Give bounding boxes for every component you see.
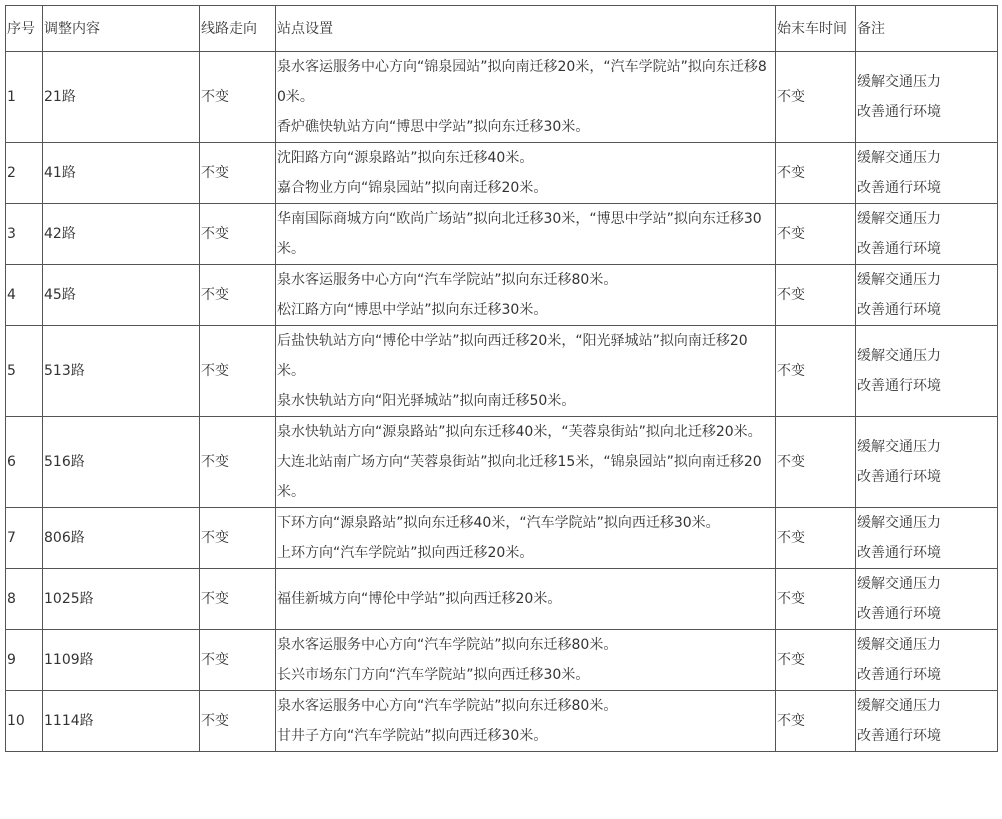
table-header: [6, 6, 998, 52]
row-number: 10: [6, 691, 43, 752]
remark-line: 改善通行环境: [857, 378, 941, 394]
station-settings: [276, 143, 776, 204]
station-settings: [276, 326, 776, 417]
station-settings: [276, 204, 776, 265]
station-adjustment-line: 下环方向“源泉路站”拟向东迁移40米，“汽车学院站”拟向西迁移30米。: [277, 515, 720, 531]
remark-line: 缓解交通压力: [857, 637, 941, 653]
table-row: [6, 417, 998, 508]
station-adjustment-line: 泉水快轨站方向“阳光驿城站”拟向南迁移50米。: [277, 393, 576, 409]
route-name: 42路: [43, 204, 200, 265]
remark-line: 改善通行环境: [857, 469, 941, 485]
service-time: 不变: [776, 508, 856, 569]
remarks: [856, 569, 998, 630]
station-settings: [276, 265, 776, 326]
remark-line: 缓解交通压力: [857, 211, 941, 227]
station-adjustment-line: 泉水客运服务中心方向“汽车学院站”拟向东迁移80米。: [277, 637, 618, 653]
remark-line: 改善通行环境: [857, 728, 941, 744]
route-direction: 不变: [200, 630, 276, 691]
service-time: 不变: [776, 204, 856, 265]
route-name: 1025路: [43, 569, 200, 630]
station-settings: [276, 417, 776, 508]
route-direction: 不变: [200, 265, 276, 326]
station-settings: [276, 691, 776, 752]
remarks: [856, 265, 998, 326]
station-adjustment-line: 甘井子方向“汽车学院站”拟向西迁移30米。: [277, 728, 548, 744]
route-name: 21路: [43, 52, 200, 143]
station-adjustment-line: 香炉礁快轨站方向“博思中学站”拟向东迁移30米。: [277, 119, 590, 135]
remark-line: 改善通行环境: [857, 545, 941, 561]
remark-line: 缓解交通压力: [857, 74, 941, 90]
station-adjustment-line: 泉水快轨站方向“源泉路站”拟向东迁移40米，“芙蓉泉街站”拟向北迁移20米。: [277, 424, 762, 440]
station-adjustment-line: 华南国际商城方向“欧尚广场站”拟向北迁移30米，“博思中学站”拟向东迁移30米。: [277, 211, 762, 257]
route-name: 45路: [43, 265, 200, 326]
header-stations: 站点设置: [276, 6, 776, 52]
route-name: 516路: [43, 417, 200, 508]
route-direction: 不变: [200, 52, 276, 143]
station-adjustment-line: 沈阳路方向“源泉路站”拟向东迁移40米。: [277, 150, 534, 166]
remark-line: 改善通行环境: [857, 180, 941, 196]
remarks: [856, 630, 998, 691]
route-adjustment-table: [5, 5, 998, 752]
table-row: [6, 204, 998, 265]
station-adjustment-line: 福佳新城方向“博伦中学站”拟向西迁移20米。: [277, 591, 562, 607]
row-number: 8: [6, 569, 43, 630]
header-direction: 线路走向: [200, 6, 276, 52]
station-adjustment-line: 大连北站南广场方向“芙蓉泉街站”拟向北迁移15米，“锦泉园站”拟向南迁移20米。: [277, 454, 762, 500]
remarks: [856, 691, 998, 752]
station-adjustment-line: 松江路方向“博思中学站”拟向东迁移30米。: [277, 302, 548, 318]
remarks: [856, 204, 998, 265]
table-row: [6, 52, 998, 143]
row-number: 2: [6, 143, 43, 204]
remark-line: 缓解交通压力: [857, 150, 941, 166]
station-settings: [276, 630, 776, 691]
route-name: 1109路: [43, 630, 200, 691]
remarks: [856, 52, 998, 143]
station-adjustment-line: 泉水客运服务中心方向“锦泉园站”拟向南迁移20米，“汽车学院站”拟向东迁移80米。: [277, 59, 767, 105]
station-adjustment-line: 嘉合物业方向“锦泉园站”拟向南迁移20米。: [277, 180, 548, 196]
service-time: 不变: [776, 52, 856, 143]
header-time: 始末车时间: [776, 6, 856, 52]
remark-line: 缓解交通压力: [857, 698, 941, 714]
station-settings: [276, 569, 776, 630]
service-time: 不变: [776, 326, 856, 417]
station-adjustment-line: 泉水客运服务中心方向“汽车学院站”拟向东迁移80米。: [277, 272, 618, 288]
remarks: [856, 143, 998, 204]
header-no: 序号: [6, 6, 43, 52]
remark-line: 改善通行环境: [857, 667, 941, 683]
table-row: [6, 508, 998, 569]
route-direction: 不变: [200, 691, 276, 752]
route-direction: 不变: [200, 569, 276, 630]
remark-line: 缓解交通压力: [857, 439, 941, 455]
route-direction: 不变: [200, 508, 276, 569]
station-adjustment-line: 泉水客运服务中心方向“汽车学院站”拟向东迁移80米。: [277, 698, 618, 714]
route-name: 806路: [43, 508, 200, 569]
remarks: [856, 326, 998, 417]
service-time: 不变: [776, 691, 856, 752]
header-row: [6, 6, 998, 52]
remark-line: 改善通行环境: [857, 104, 941, 120]
service-time: 不变: [776, 143, 856, 204]
route-direction: 不变: [200, 417, 276, 508]
remark-line: 改善通行环境: [857, 606, 941, 622]
station-adjustment-line: 上环方向“汽车学院站”拟向西迁移20米。: [277, 545, 534, 561]
row-number: 4: [6, 265, 43, 326]
route-name: 41路: [43, 143, 200, 204]
row-number: 9: [6, 630, 43, 691]
row-number: 5: [6, 326, 43, 417]
row-number: 3: [6, 204, 43, 265]
header-notes: 备注: [856, 6, 998, 52]
route-direction: 不变: [200, 143, 276, 204]
remark-line: 缓解交通压力: [857, 348, 941, 364]
route-name: 513路: [43, 326, 200, 417]
remark-line: 改善通行环境: [857, 241, 941, 257]
route-direction: 不变: [200, 204, 276, 265]
service-time: 不变: [776, 569, 856, 630]
remarks: [856, 508, 998, 569]
table-row: [6, 143, 998, 204]
service-time: 不变: [776, 630, 856, 691]
row-number: 1: [6, 52, 43, 143]
remark-line: 缓解交通压力: [857, 272, 941, 288]
table-row: [6, 265, 998, 326]
service-time: 不变: [776, 265, 856, 326]
remark-line: 缓解交通压力: [857, 515, 941, 531]
table-row: [6, 691, 998, 752]
remark-line: 缓解交通压力: [857, 576, 941, 592]
remarks: [856, 417, 998, 508]
header-route: 调整内容: [43, 6, 200, 52]
station-settings: [276, 508, 776, 569]
station-adjustment-line: 长兴市场东门方向“汽车学院站”拟向西迁移30米。: [277, 667, 590, 683]
route-direction: 不变: [200, 326, 276, 417]
row-number: 6: [6, 417, 43, 508]
table-row: [6, 630, 998, 691]
table-body: [6, 52, 998, 752]
table-row: [6, 326, 998, 417]
route-name: 1114路: [43, 691, 200, 752]
row-number: 7: [6, 508, 43, 569]
remark-line: 改善通行环境: [857, 302, 941, 318]
station-adjustment-line: 后盐快轨站方向“博伦中学站”拟向西迁移20米，“阳光驿城站”拟向南迁移20米。: [277, 333, 748, 379]
service-time: 不变: [776, 417, 856, 508]
station-settings: [276, 52, 776, 143]
table-row: [6, 569, 998, 630]
